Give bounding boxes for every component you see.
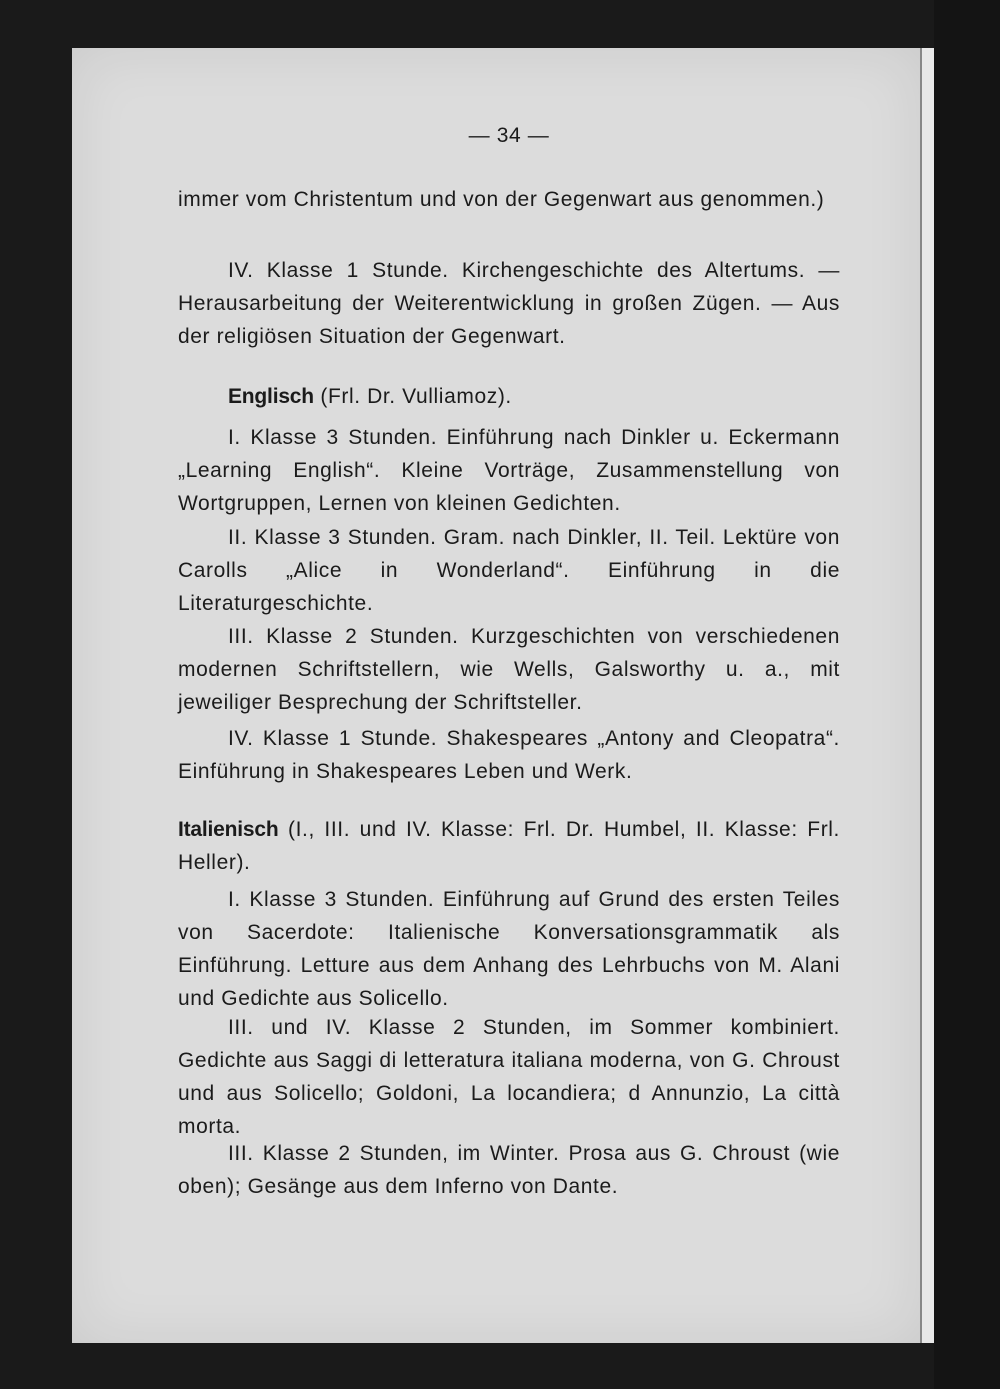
- heading-englisch: Englisch: [228, 385, 314, 408]
- section-heading-englisch: [178, 380, 840, 413]
- paragraph-italienisch-i: I. Klasse 3 Stunden. Einführung auf Grund des ersten Teiles von Sacerdote: Italienische Konversationsgrammatik als Einführung. Letture aus dem Anhang des Lehrbuchs von M. Alani und Gedichte aus Solicello.: [178, 888, 840, 1010]
- heading-italienisch: Italienisch: [178, 818, 279, 841]
- paragraph-italienisch-iii-iv: III. und IV. Klasse 2 Stunden, im Sommer kombiniert. Gedichte aus Saggi di letteratura italiana moderna, von G. Chroust und aus Solicello; Goldoni, La locandiera; d Annunzio, La città morta.: [178, 1016, 840, 1138]
- section-heading-italienisch: [178, 813, 840, 879]
- page-number: — 34 —: [468, 124, 550, 147]
- paragraph-religion-iv: IV. Klasse 1 Stunde. Kirchengeschichte des Altertums. — Herausarbeitung der Weiterentwicklung in großen Zügen. — Aus der religiösen Situation der Gegenwart.: [178, 259, 840, 348]
- paragraph-englisch-iv: IV. Klasse 1 Stunde. Shakespeares „Antony and Cleopatra“. Einführung in Shakespeares Leben und Werk.: [178, 727, 840, 783]
- heading-italienisch-teachers: (I., III. und IV. Klasse: Frl. Dr. Humbel, II. Klasse: Frl. Heller).: [178, 818, 840, 874]
- paragraph-continuation: immer vom Christentum und von der Gegenwart aus genommen.): [178, 188, 825, 211]
- paragraph-englisch-iii: III. Klasse 2 Stunden. Kurzgeschichten von verschiedenen modernen Schriftstellern, wie Wells, Galsworthy u. a., mit jeweiliger Besprechung der Schriftsteller.: [178, 625, 840, 714]
- paragraph-englisch-ii: II. Klasse 3 Stunden. Gram. nach Dinkler, II. Teil. Lektüre von Carolls „Alice in Wonderland“. Einführung in die Literaturgeschichte.: [178, 526, 840, 615]
- scan-border: [934, 0, 1000, 1389]
- paragraph-italienisch-iii-winter: III. Klasse 2 Stunden, im Winter. Prosa aus G. Chroust (wie oben); Gesänge aus dem Inferno von Dante.: [178, 1142, 840, 1198]
- paragraph-englisch-i: I. Klasse 3 Stunden. Einführung nach Dinkler u. Eckermann „Learning English“. Kleine Vorträge, Zusammenstellung von Wortgruppen, Lernen von kleinen Gedichten.: [178, 426, 840, 515]
- heading-englisch-teacher: (Frl. Dr. Vulliamoz).: [313, 385, 512, 408]
